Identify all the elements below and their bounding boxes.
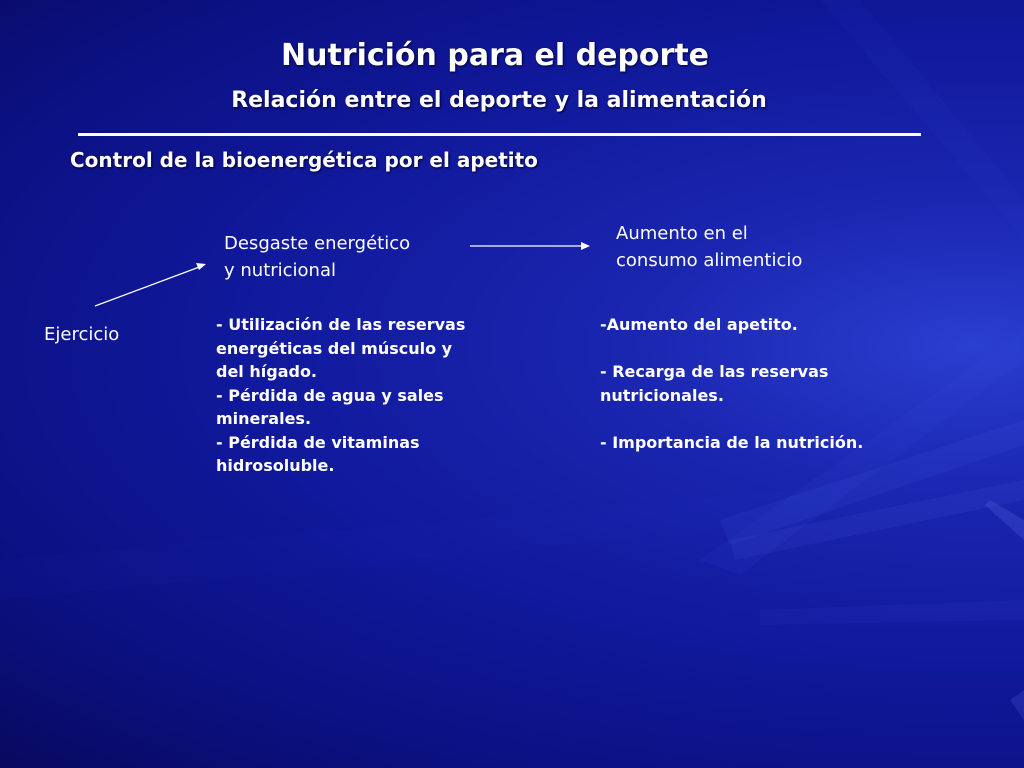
list-item: - Pérdida de agua y sales (216, 385, 444, 405)
desgaste-line-1: Desgaste energético (224, 233, 411, 254)
list-item: minerales. (216, 409, 312, 428)
section-heading: Control de la bioenergética por el apetito (70, 148, 538, 172)
effects-list (216, 313, 465, 478)
desgaste-label (224, 230, 410, 284)
aumento-label (616, 220, 802, 274)
list-item: -Aumento del apetito. (600, 315, 798, 334)
list-item: nutricionales. (600, 385, 724, 405)
list-item: - Utilización de las reservas (216, 315, 466, 334)
ejercicio-label: Ejercicio (44, 324, 120, 345)
list-item: - Recarga de las reservas (600, 362, 829, 381)
desgaste-line-2: y nutricional (224, 260, 336, 281)
slide-subtitle: Relación entre el deporte y la alimentación (231, 88, 767, 113)
aumento-line-2: consumo alimenticio (616, 250, 803, 271)
list-item: - Importancia de la nutrición. (600, 432, 864, 452)
outcomes-list (600, 313, 863, 454)
list-item: del hígado. (216, 362, 318, 381)
list-item: - Pérdida de vitaminas (216, 432, 420, 452)
list-spacer (600, 407, 863, 431)
list-spacer (600, 337, 863, 361)
list-item: energéticas del músculo y (216, 338, 453, 358)
list-item: hidrosoluble. (216, 456, 335, 475)
arrowhead-aumento (581, 242, 590, 250)
aumento-line-1: Aumento en el (616, 223, 748, 244)
arrowhead-ejercicio (196, 263, 206, 270)
arrow-ejercicio-to-desgaste (95, 266, 202, 306)
slide-title: Nutrición para el deporte (280, 38, 710, 73)
